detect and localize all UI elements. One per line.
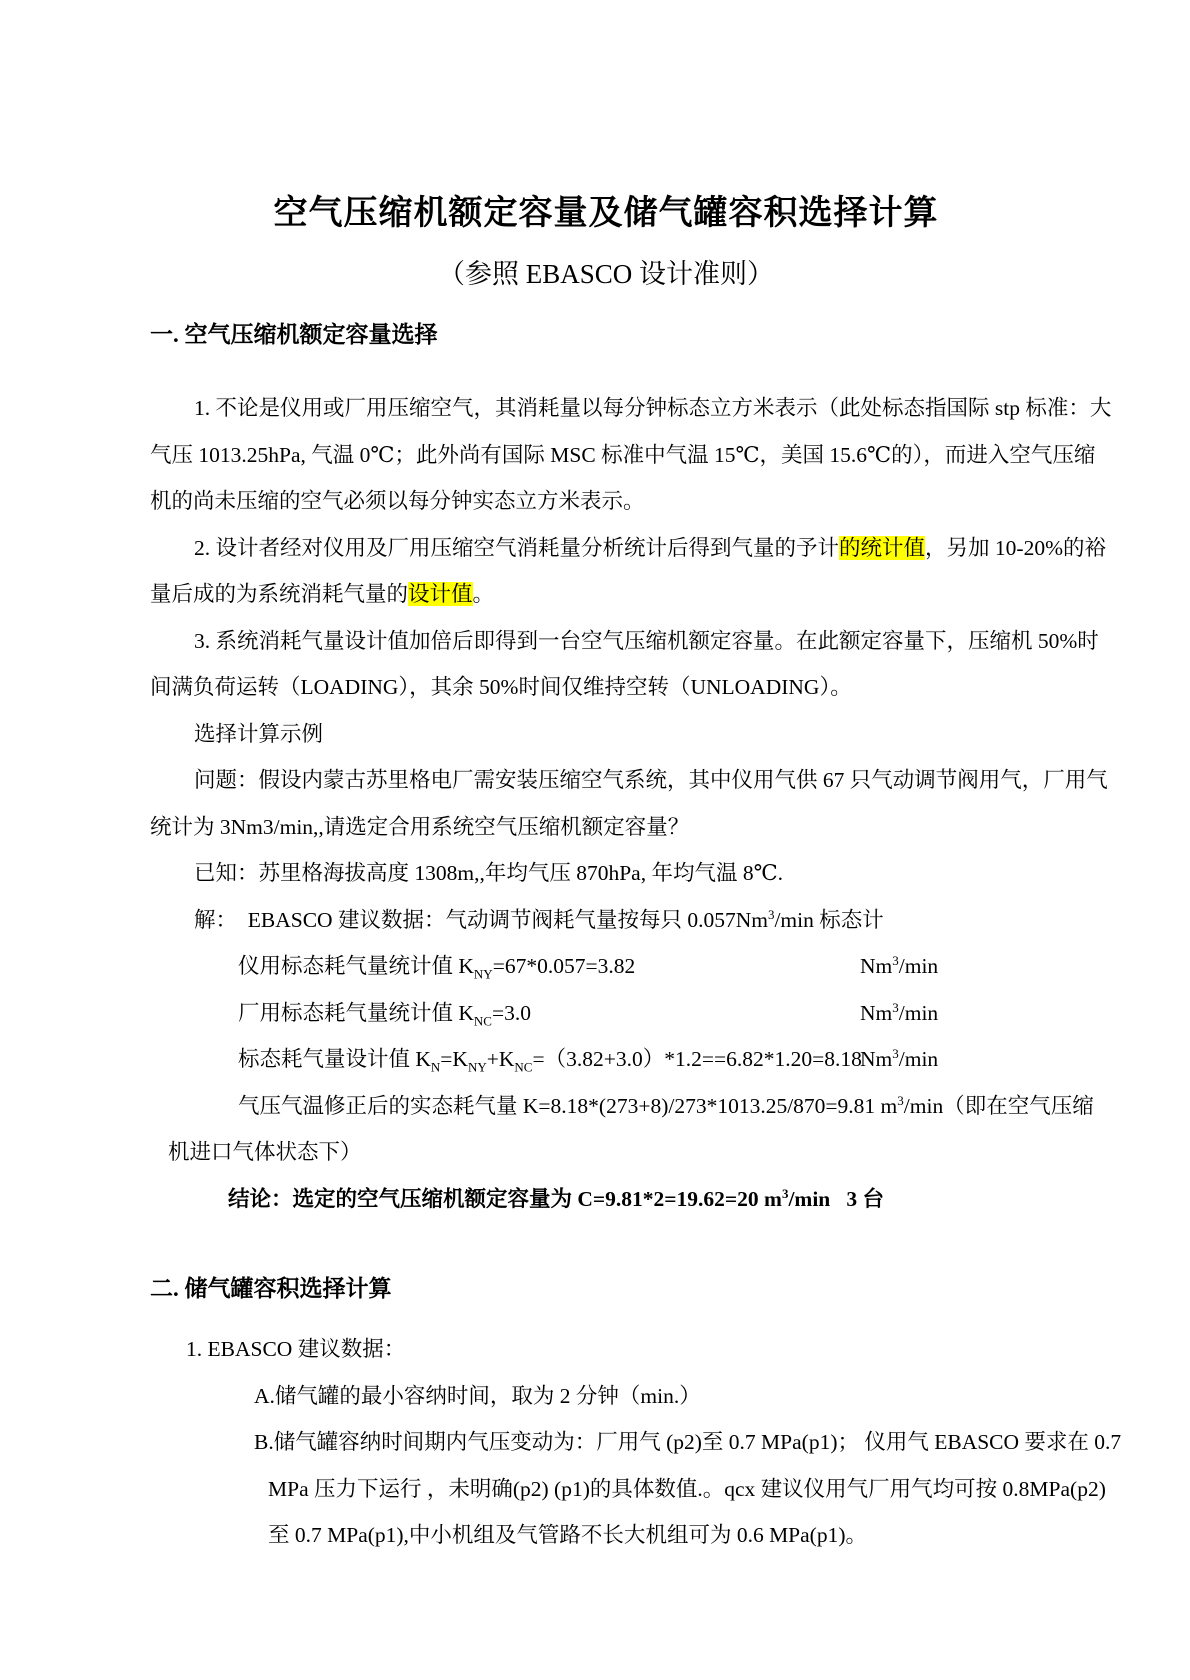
formula-design-value xyxy=(150,1036,1062,1083)
solution-superscript: 3 xyxy=(767,906,775,922)
solution-tail: /min 标态计 xyxy=(774,907,884,932)
unit-nm3min xyxy=(860,943,938,990)
section1-heading: 一. 空气压缩机额定容量选择 xyxy=(150,322,438,347)
formula2-subscript: NC xyxy=(473,1012,492,1028)
known-data-line: 已知：苏里格海拔高度 1308m,,年均气压 870hPa, 年均气温 8℃. xyxy=(194,861,784,885)
para3-line1: 3. 系统消耗气量设计值加倍后即得到一台空气压缩机额定容量。在此额定容量下，压缩机 50%时 xyxy=(194,628,1099,653)
unit-text: Nm xyxy=(860,1047,893,1071)
unit-text: Nm xyxy=(860,954,893,978)
conclusion-text: 结论：选定的空气压缩机额定容量为 C=9.81*2=19.62=20 m xyxy=(228,1186,782,1211)
para2-line1-tail: ，另加 10-20%的裕 xyxy=(925,535,1106,560)
formula3-subscript-ny: NY xyxy=(467,1059,487,1075)
formula-service-air xyxy=(150,990,1062,1037)
correction-text: 气压气温修正后的实态耗气量 K=8.18*(273+8)/273*1013.25/870=9.81 m xyxy=(238,1093,898,1118)
highlighted-design-value: 设计值 xyxy=(408,582,473,606)
correction-line1 xyxy=(150,1083,1094,1130)
formula1-subscript: NY xyxy=(473,966,493,982)
unit-nm3min xyxy=(860,1036,938,1083)
para1-line3: 机的尚未压缩的空气必须以每分钟实态立方米表示。 xyxy=(150,489,645,513)
solution-text: 解： EBASCO 建议数据：气动调节阀耗气量按每只 0.057Nm xyxy=(194,907,768,932)
correction-line2: 机进口气体状态下） xyxy=(168,1140,362,1164)
section2-item-b-line3: 至 0.7 MPa(p1),中小机组及气管路不长大机组可为 0.6 MPa(p1)。 xyxy=(268,1523,867,1547)
solution-line xyxy=(150,897,1062,944)
section2-item1: 1. EBASCO 建议数据： xyxy=(186,1337,406,1361)
page-title: 空气压缩机额定容量及储气罐容积选择计算 xyxy=(273,195,939,232)
document-content xyxy=(150,0,1122,1559)
para1-line1: 1. 不论是仪用或厂用压缩空气，其消耗量以每分钟标态立方米表示（此处标态指国际 stp 标准：大 xyxy=(194,396,1112,420)
formula3-label: 标态耗气量设计值 K xyxy=(238,1047,431,1071)
correction-tail: /min（即在空气压缩 xyxy=(903,1093,1094,1118)
section2-item-b-line1: B.储气罐容纳时间期内气压变动为：厂用气 (p2)至 0.7 MPa(p1)； 仪用气 EBASCO 要求在 0.7 xyxy=(254,1430,1122,1454)
highlighted-statistical-value: 的统计值 xyxy=(839,535,926,560)
unit-superscript: 3 xyxy=(892,952,899,968)
formula2-expression: =3.0 xyxy=(491,1000,531,1025)
para2-line2 xyxy=(150,571,1062,618)
formula3-part2: +K xyxy=(486,1047,515,1071)
page-subtitle: （参照 EBASCO 设计准则） xyxy=(437,259,775,289)
para1-line2: 气压 1013.25hPa, 气温 0℃；此外尚有国际 MSC 标准中气温 15℃，美国 15.6℃的），而进入空气压缩 xyxy=(150,442,1096,467)
correction-superscript: 3 xyxy=(897,1092,904,1108)
unit-tail: /min xyxy=(898,1047,939,1071)
section2-item-b-line2: MPa 压力下运行 ，未明确(p2) (p1)的具体数值.。qcx 建议仪用气厂用气均可按 0.8MPa(p2) xyxy=(268,1476,1106,1501)
unit-text: Nm xyxy=(860,1000,893,1025)
formula1-expression: =67*0.057=3.82 xyxy=(492,954,636,978)
unit-tail: /min xyxy=(898,1000,939,1025)
conclusion-line xyxy=(150,1176,1062,1223)
formula3-subscript-nc: NC xyxy=(514,1059,533,1075)
para2-line1 xyxy=(150,525,1106,572)
conclusion-superscript: 3 xyxy=(781,1185,789,1201)
section2-heading: 二. 储气罐容积选择计算 xyxy=(150,1276,392,1301)
question-line1: 问题：假设内蒙古苏里格电厂需安装压缩空气系统，其中仪用气供 67 只气动调节阀用气，厂用气 xyxy=(194,768,1108,792)
para3-line2: 间满负荷运转（LOADING），其余 50%时间仅维持空转（UNLOADING）。 xyxy=(150,675,852,699)
conclusion-tail: /min 3 台 xyxy=(788,1186,885,1211)
question-line2: 统计为 3Nm3/min,,请选定合用系统空气压缩机额定容量？ xyxy=(150,814,690,839)
section2-item-a: A.储气罐的最小容纳时间，取为 2 分钟（min.） xyxy=(254,1383,701,1408)
formula3-part1: =K xyxy=(440,1047,468,1071)
para2-line1-text: 2. 设计者经对仪用及厂用压缩空气消耗量分析统计后得到气量的予计 xyxy=(194,535,840,560)
para2-line2-text: 量后成的为系统消耗气量的 xyxy=(150,582,409,606)
formula3-subscript-n: N xyxy=(430,1059,441,1075)
para2-line2-tail: 。 xyxy=(472,582,495,606)
formula3-expression: =（3.82+3.0）*1.2==6.82*1.20=8.18 xyxy=(532,1047,862,1071)
formula2-label: 厂用标态耗气量统计值 K xyxy=(238,1000,474,1025)
formula1-label: 仪用标态耗气量统计值 K xyxy=(238,954,474,978)
unit-tail: /min xyxy=(898,954,939,978)
unit-nm3min xyxy=(860,990,938,1037)
example-label: 选择计算示例 xyxy=(194,721,324,746)
formula-instrument-air xyxy=(150,943,1062,990)
unit-superscript: 3 xyxy=(892,999,899,1015)
unit-superscript: 3 xyxy=(892,1045,899,1061)
